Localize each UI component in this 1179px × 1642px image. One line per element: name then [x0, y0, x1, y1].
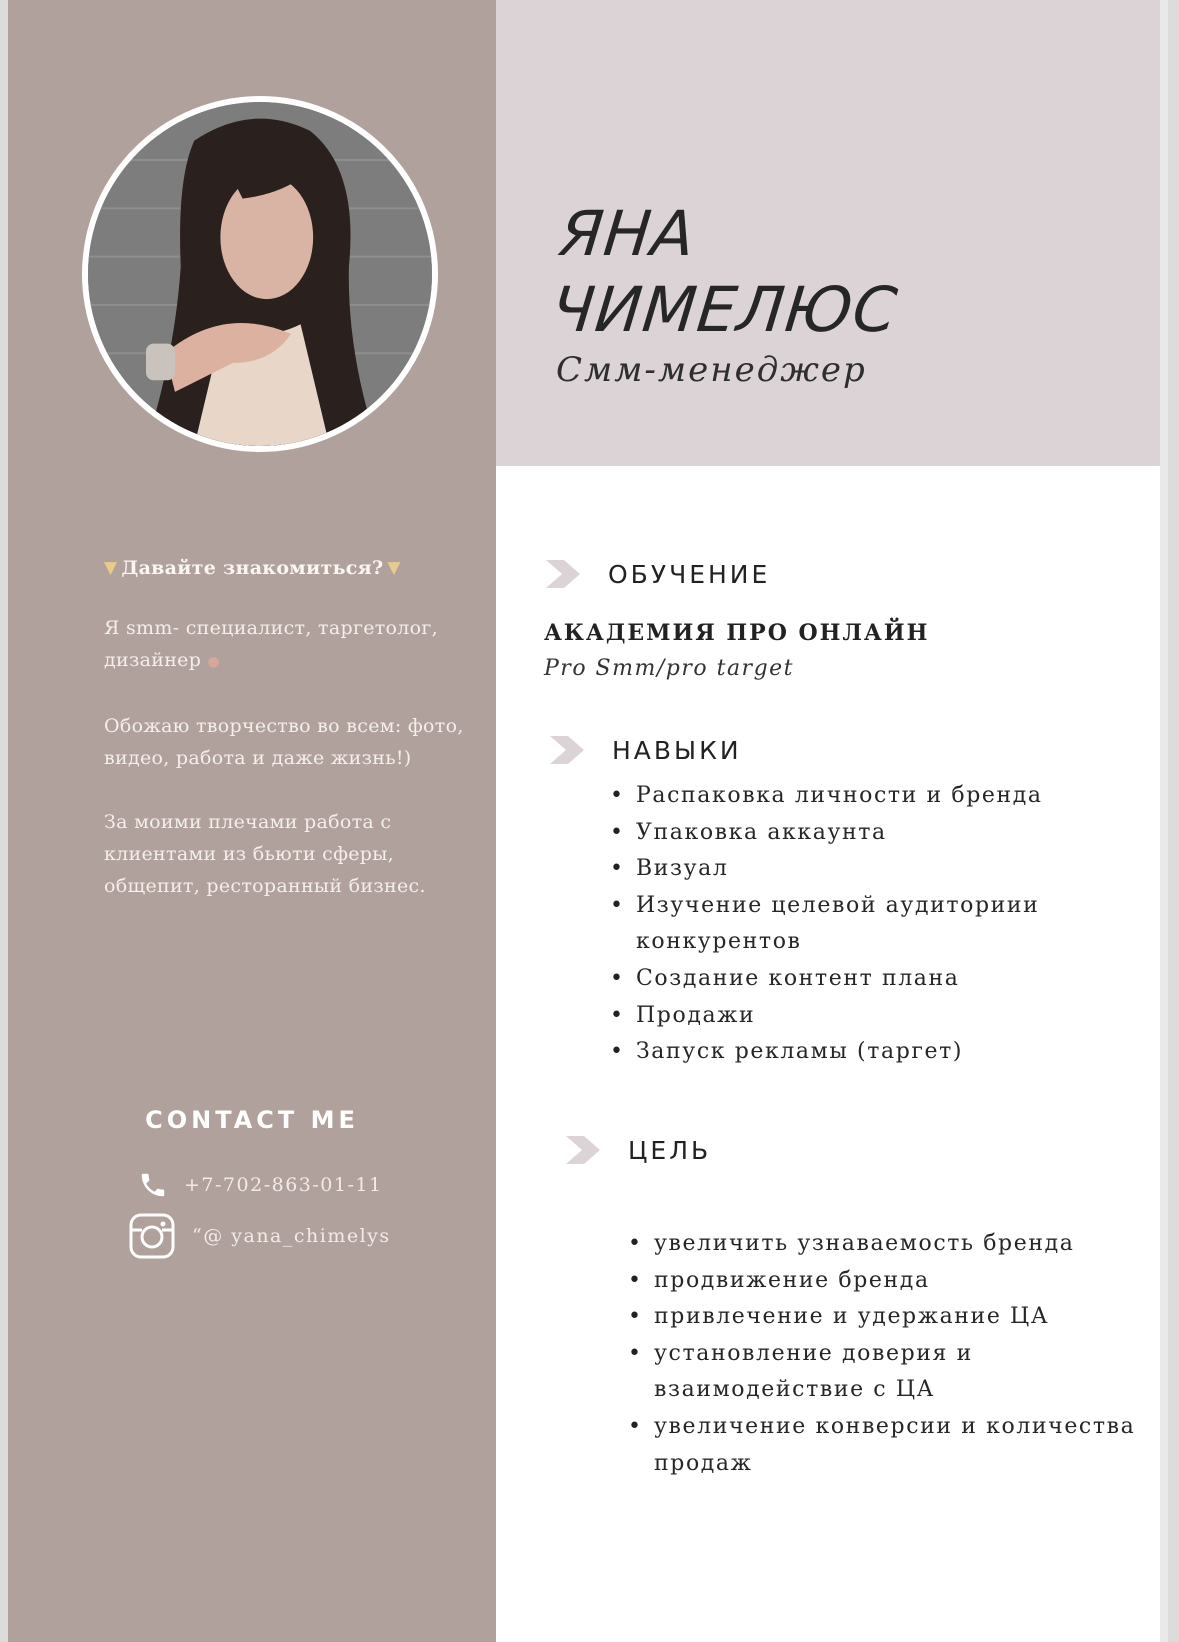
- list-item: • продвижение бренда: [654, 1263, 1168, 1300]
- list-item: • Визуал: [636, 851, 1136, 888]
- section-heading-education: [544, 558, 770, 590]
- contact-title: CONTACT ME: [145, 1106, 359, 1134]
- about-section: [104, 552, 484, 934]
- about-paragraph: За моими плечами работа с клиентами из бьюти сферы, общепит, ресторанный бизнес.: [104, 811, 426, 897]
- education-course: Pro Smm/pro target: [544, 656, 795, 681]
- list-item: • Упаковка аккаунта: [636, 815, 1136, 852]
- resume-page: [8, 0, 1168, 1642]
- goals-list: [626, 1226, 1168, 1482]
- list-item: • Создание контент плана: [636, 961, 1136, 998]
- name-first: ЯНА: [556, 197, 700, 270]
- contact-phone[interactable]: [138, 1170, 383, 1200]
- goals-heading: ЦЕЛЬ: [628, 1135, 712, 1165]
- about-paragraph: Обожаю творчество во всем: фото, видео, работа и даже жизнь!): [104, 715, 464, 769]
- list-item: • установление доверия и взаимодействие с ЦА: [654, 1336, 1168, 1409]
- list-item: • Запуск рекламы (таргет): [636, 1034, 1136, 1071]
- list-item: • увеличение конверсии и количества продаж: [654, 1409, 1168, 1482]
- list-item: • Изучение целевой аудиториии конкурентов: [636, 888, 1136, 961]
- pointing-down-icon: ▼: [104, 558, 118, 578]
- section-heading-goals: [564, 1134, 711, 1166]
- instagram-icon: [128, 1212, 176, 1260]
- education-heading: ОБУЧЕНИЕ: [608, 559, 771, 589]
- skills-list: [608, 778, 1136, 1071]
- instagram-handle: “@ yana_chimelys: [192, 1225, 391, 1247]
- list-item: • Распаковка личности и бренда: [636, 778, 1136, 815]
- education-school: АКАДЕМИЯ ПРО ОНЛАЙН: [544, 620, 930, 646]
- profile-photo: [82, 96, 438, 452]
- section-heading-skills: [548, 734, 742, 766]
- about-text-1: Я smm- специалист, таргетолог, дизайнер: [104, 617, 439, 671]
- skills-heading: НАВЫКИ: [612, 735, 742, 765]
- page-edge: [1160, 0, 1168, 1642]
- chevron-right-icon: [564, 1134, 602, 1166]
- phone-number: +7-702-863-01-11: [184, 1174, 383, 1196]
- list-item: • Продажи: [636, 998, 1136, 1035]
- pointing-down-icon: ▼: [387, 558, 401, 578]
- about-title: [104, 552, 484, 584]
- job-title: Смм-менеджер: [556, 350, 867, 390]
- contact-instagram[interactable]: [128, 1212, 391, 1260]
- name-last: ЧИМЕЛЮС: [548, 273, 902, 346]
- list-item: • увеличить узнаваемость бренда: [654, 1226, 1168, 1263]
- chevron-right-icon: [548, 734, 586, 766]
- about-paragraph: [104, 612, 484, 678]
- about-title-text: Давайте знакомиться?: [121, 557, 384, 579]
- person-name: [548, 196, 909, 348]
- chevron-right-icon: [544, 558, 582, 590]
- profile-photo-image: [88, 102, 432, 446]
- list-item: • привлечение и удержание ЦА: [654, 1299, 1168, 1336]
- phone-icon: [138, 1170, 168, 1200]
- palette-icon: ●: [207, 654, 221, 670]
